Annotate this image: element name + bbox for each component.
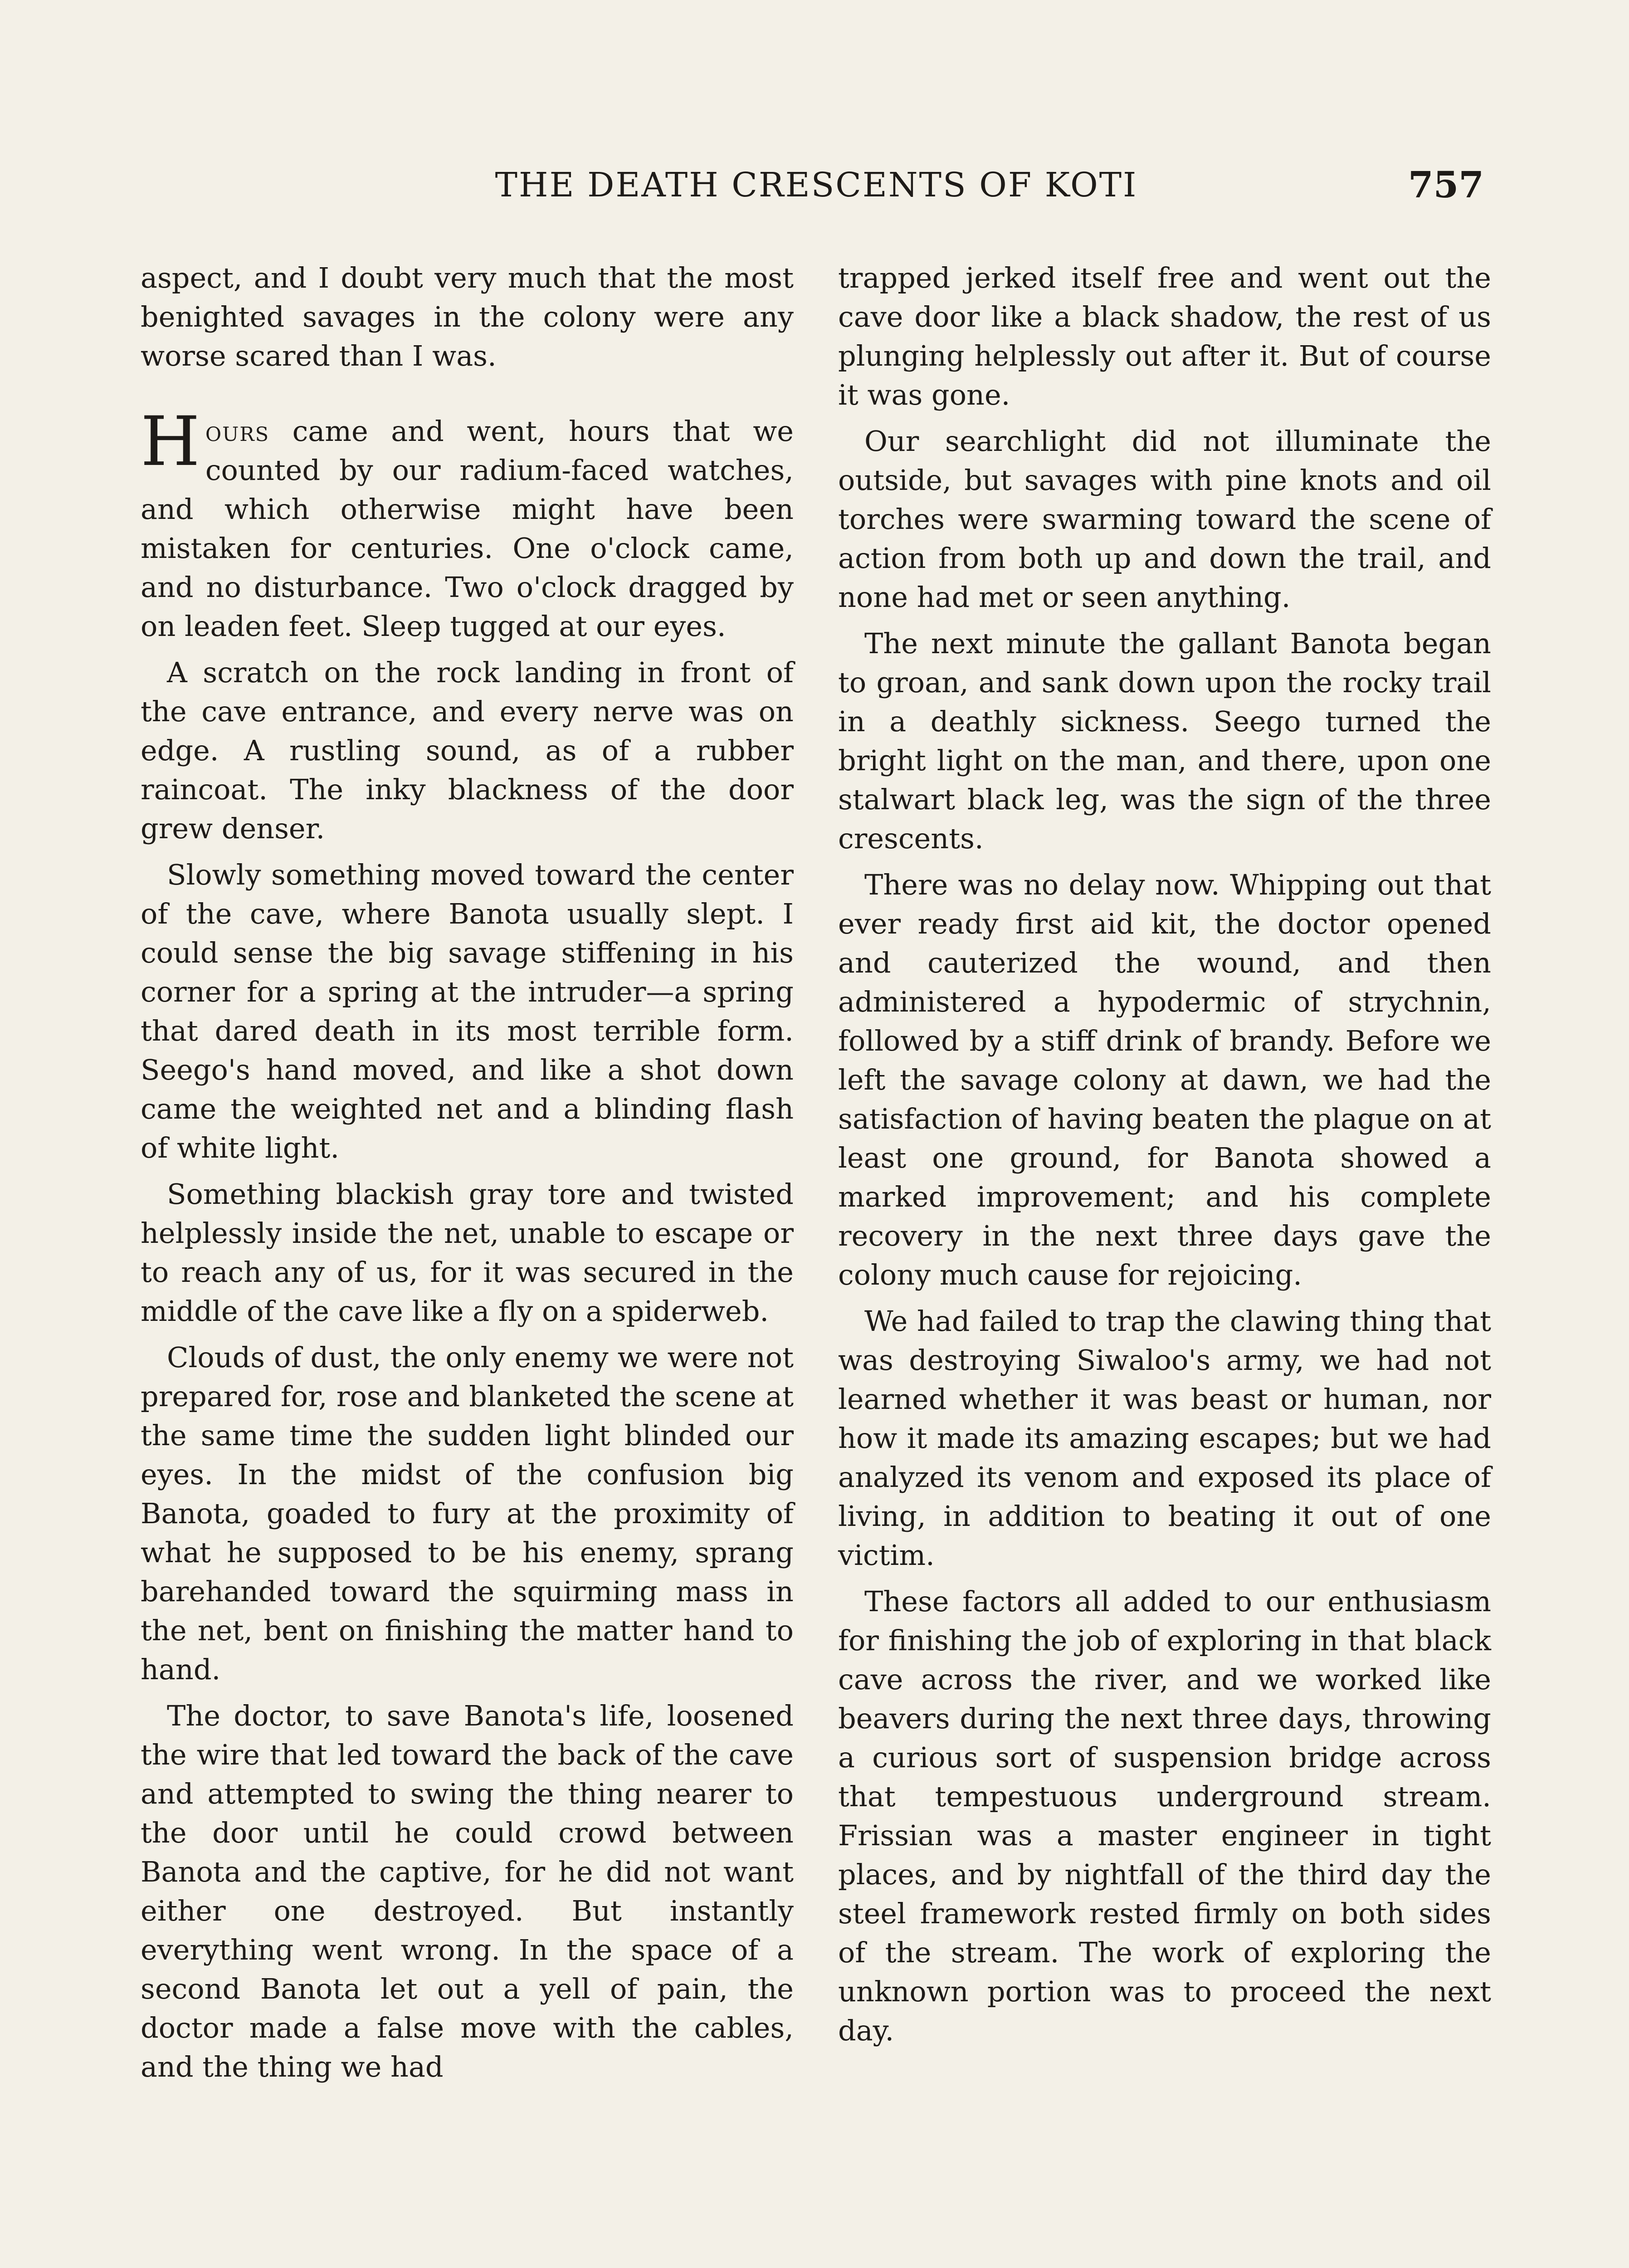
paragraph: aspect, and I doubt very much that the most benighted savages in the colony were any worse scared than I was. xyxy=(141,261,794,372)
paragraph: Clouds of dust, the only enemy we were not prepared for, rose and blanketed the scene at the same time the sudden light blinded our eyes. In the midst of the confusion big Banota, goaded to fury at the proximity of what he supposed to be his enemy, sprang barehanded toward the squirming mass in the net, bent on finishing the matter hand to hand. xyxy=(141,1341,794,1686)
section-start-paragraph xyxy=(141,402,794,646)
paragraph: trapped jerked itself free and went out the cave door like a black shadow, the rest of us plunging helplessly out after it. But of course it was gone. xyxy=(838,261,1491,411)
paragraph: We had failed to trap the clawing thing that was destroying Siwaloo's army, we had not learned whether it was beast or human, nor how it made its amazing escapes; but we had analyzed its venom and exposed its place of living, in addition to beating it out of one victim. xyxy=(838,1305,1491,1572)
drop-cap: H xyxy=(141,402,200,481)
small-caps-lead: ours xyxy=(205,415,270,448)
paragraph-text: came and went, hours that we counted by our radium-faced watches, and which otherwise might have been mistaken for centuries. One o'clock came, and no disturbance. Two o'clock dragged by on leaden feet. Sleep tugged at our eyes. xyxy=(141,415,794,643)
running-title: THE DEATH CRESCENTS OF KOTI xyxy=(495,166,1138,205)
page-number: 757 xyxy=(1408,163,1484,206)
paragraph: The next minute the gallant Banota began to groan, and sank down upon the rocky trail in a deathly sickness. Seego turned the bright light on the man, and there, upon one stalwart black leg, was the sign of the three crescents. xyxy=(838,627,1491,855)
paragraph: A scratch on the rock landing in front of the cave entrance, and every nerve was on edge. A rustling sound, as of a rubber raincoat. The inky blackness of the door grew denser. xyxy=(141,656,794,845)
paragraph: These factors all added to our enthusiasm for finishing the job of exploring in that black cave across the river, and we worked like beavers during the next three days, throwing a curious sort of suspension bridge across that tempestuous underground stream. Frissian was a master engineer in tight places, and by nightfall of the third day the steel framework rested firmly on both sides of the stream. The work of exploring the unknown portion was to proceed the next day. xyxy=(838,1585,1491,2047)
paragraph: The doctor, to save Banota's life, loosened the wire that led toward the back of the cave and attempted to swing the thing nearer to the door until he could crowd between Banota and the captive, for he did not want either one destroyed. But instantly everything went wrong. In the space of a second Banota let out a yell of pain, the doctor made a false move with the cables, and the thing we had xyxy=(141,1699,794,2083)
paragraph: Slowly something moved toward the center of the cave, where Banota usually slept. I could sense the big savage stiffening in his corner for a spring at the intruder—a spring that dared death in its most terrible form. Seego's hand moved, and like a shot down came the weighted net and a blinding flash of white light. xyxy=(141,858,794,1164)
paragraph: Our searchlight did not illuminate the outside, but savages with pine knots and oil torches were swarming toward the scene of action from both up and down the trail, and none had met or seen anything. xyxy=(838,425,1491,614)
paragraph: Something blackish gray tore and twisted helplessly inside the net, unable to escape or to reach any of us, for it was secured in the middle of the cave like a fly on a spiderweb. xyxy=(141,1178,794,1328)
paragraph: There was no delay now. Whipping out that ever ready first aid kit, the doctor opened and cauterized the wound, and then administered a hypodermic of strychnin, followed by a stiff drink of brandy. Before we left the savage colony at dawn, we had the satisfaction of having beaten the plague on at least one ground, for Banota showed a marked improvement; and his complete recovery in the next three days gave the colony much cause for rejoicing. xyxy=(838,868,1491,1291)
right-column xyxy=(838,259,1491,2058)
left-column xyxy=(141,259,794,2094)
